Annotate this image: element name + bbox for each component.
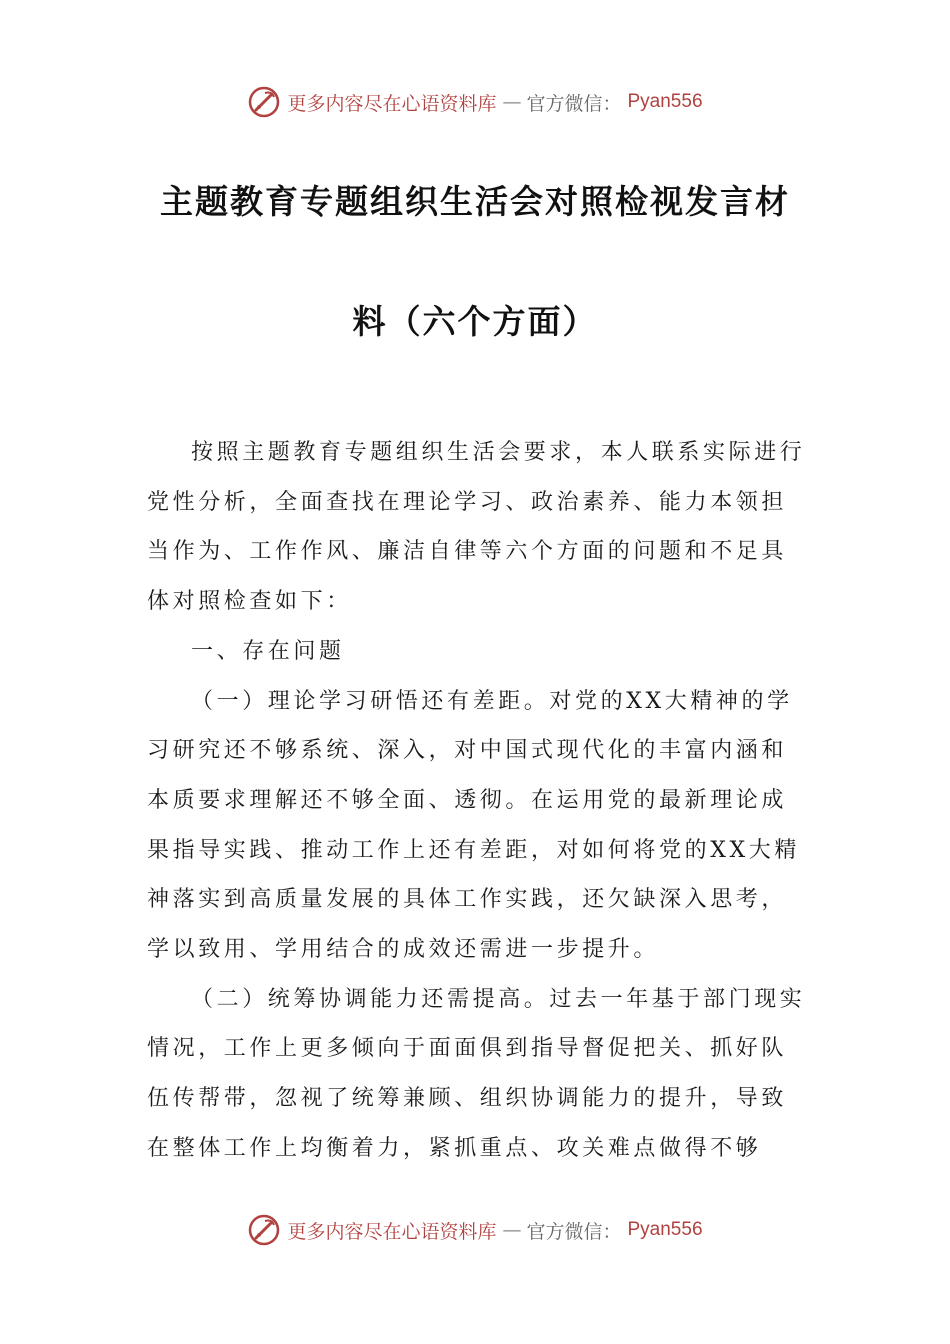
watermark-main-text: 更多内容尽在心语资料库: [287, 1220, 497, 1243]
watermark-sub-text: 官方微信：: [526, 92, 622, 115]
watermark-dash: —: [502, 1219, 521, 1241]
document-body: [147, 428, 807, 1174]
header-watermark: [0, 82, 950, 122]
paragraph-coordination: （二）统筹协调能力还需提高。过去一年基于部门现实情况，工作上更多倾向于面面俱到指导督促把关、抓好队伍传帮带，忽视了统筹兼顾、组织协调能力的提升，导致在整体工作上均衡着力，紧抓重点、攻关难点做得不够: [147, 986, 806, 1161]
watermark-sub-text: 官方微信：: [526, 1220, 622, 1243]
footer-watermark: [0, 1210, 950, 1250]
pen-logo-icon: [247, 85, 281, 119]
paragraph-theory-study: （一）理论学习研悟还有差距。对党的XX大精神的学习研究还不够系统、深入，对中国式现代化的丰富内涵和本质要求理解还不够全面、透彻。在运用党的最新理论成果指导实践、推动工作上还有差距，对如何将党的XX大精神落实到高质量发展的具体工作实践，还欠缺深入思考，学以致用、学用结合的成效还需进一步提升。: [147, 688, 800, 963]
pen-logo-icon: [247, 1213, 281, 1247]
watermark-main-text: 更多内容尽在心语资料库: [287, 92, 497, 115]
document-title-line-2: 料（六个方面）: [352, 302, 598, 341]
watermark-wechat-id: Pyan556: [627, 1219, 703, 1240]
watermark-wechat-id: Pyan556: [627, 91, 703, 112]
section-heading-problems: 一、存在问题: [191, 638, 345, 664]
document-title-line-1: 主题教育专题组织生活会对照检视发言材: [160, 182, 790, 221]
watermark-dash: —: [502, 91, 521, 113]
intro-paragraph: 按照主题教育专题组织生活会要求，本人联系实际进行党性分析，全面查找在理论学习、政治素养、能力本领担当作为、工作作风、廉洁自律等六个方面的问题和不足具体对照检查如下：: [147, 440, 806, 615]
